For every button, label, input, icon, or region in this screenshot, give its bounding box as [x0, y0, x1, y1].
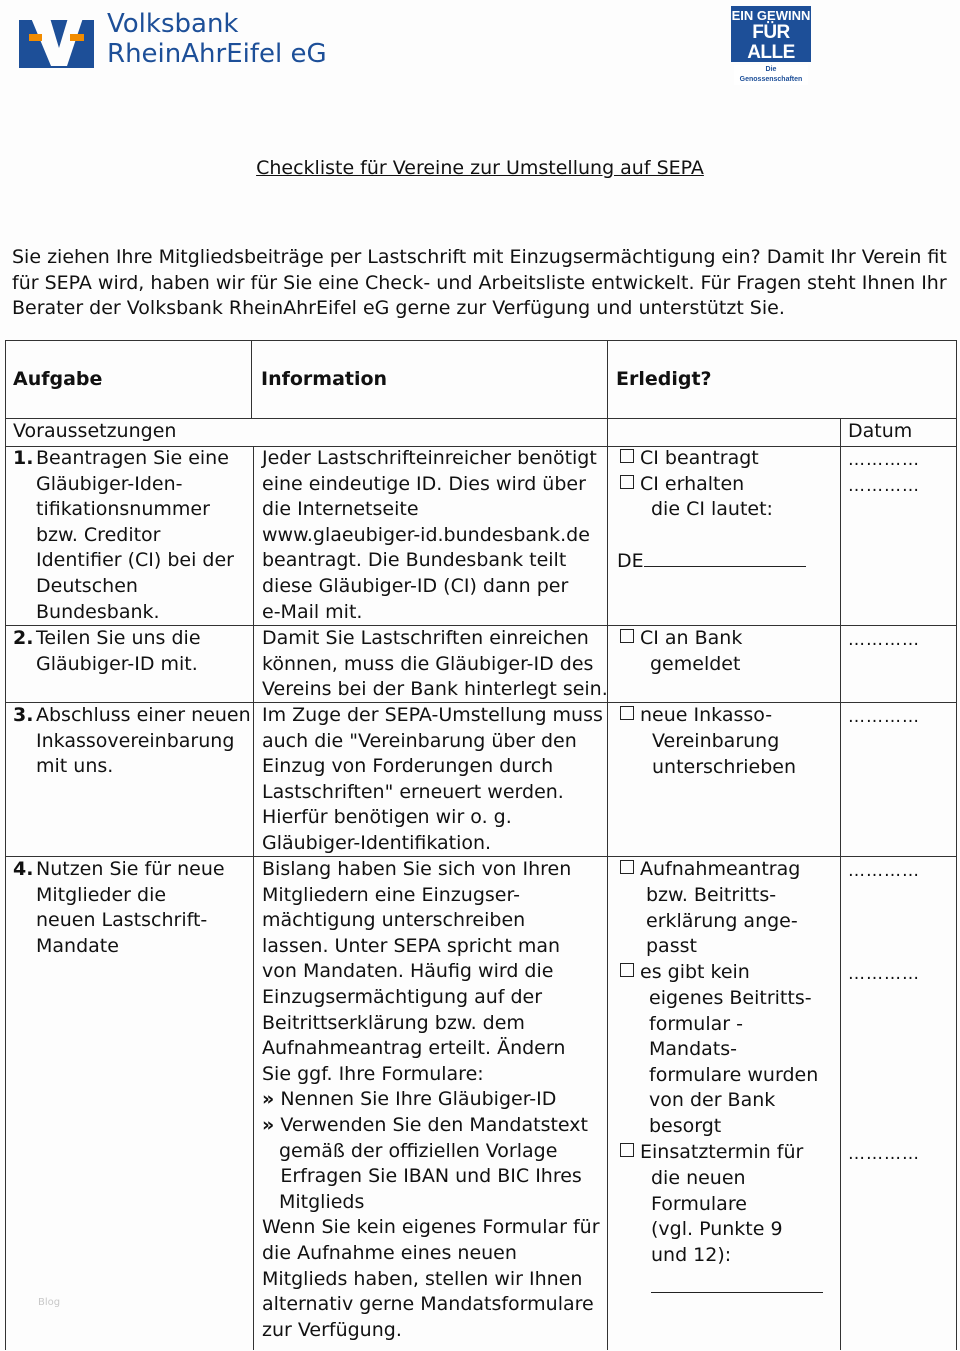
table-border [5, 340, 957, 341]
text-line: mächtigung unterschreiben [262, 909, 526, 932]
text-line: bzw. Beitritts- [646, 884, 777, 906]
task-number [13, 857, 33, 883]
text-line: Gläubiger-Iden- [36, 472, 183, 495]
check-item[interactable] [620, 703, 772, 729]
text-line: Wenn Sie kein eigenes Formular für [262, 1216, 600, 1239]
header-task: Aufgabe [13, 368, 103, 390]
task-text [36, 703, 251, 780]
text-line: eigenes Beitritts- [649, 987, 812, 1009]
task-text [36, 857, 225, 959]
text-line: eine eindeutige ID. Dies wird über [262, 472, 586, 495]
bullet-line [262, 1164, 600, 1190]
cooperative-badge [731, 6, 811, 83]
text-line: erklärung ange- [646, 909, 798, 932]
text-line: Hierfür benötigen wir o. g. [262, 806, 512, 829]
text-line: formulare wurden [649, 1063, 819, 1086]
text-line: e-Mail mit. [262, 600, 363, 623]
bullet-text: Mitglieds [279, 1190, 365, 1213]
checkbox[interactable] [620, 860, 634, 874]
page-title: Checkliste für Vereine zur Umstellung auf SEPA [256, 157, 704, 179]
text-line: Beantragen Sie eine [36, 447, 229, 469]
check-subtext: gemeldet [650, 653, 741, 675]
text-line: Gläubiger-Identifikation. [262, 831, 492, 854]
text-line: Bundesbank. [36, 600, 160, 623]
text-line: können, muss die Gläubiger-ID des [262, 652, 594, 675]
bank-name-line2: RheinAhrEifel eG [107, 39, 327, 69]
checkbox[interactable] [620, 706, 634, 720]
info-text [262, 446, 597, 625]
text-line: lassen. Unter SEPA spricht man [262, 934, 561, 957]
badge-line3: Die Genossenschaften [734, 65, 808, 85]
text-line: zur Verfügung. [262, 1318, 402, 1341]
section-title: Voraussetzungen [13, 420, 177, 442]
text-line: Abschluss einer neuen [36, 704, 251, 726]
bullet-line [262, 1087, 600, 1113]
check-label: Einsatztermin für [640, 1141, 804, 1163]
text-line: www.glaeubiger-id.bundesbank.de [262, 523, 590, 546]
checkbox[interactable] [620, 629, 634, 643]
checkbox[interactable] [620, 449, 634, 463]
checklist-table [5, 340, 957, 1350]
intro-line: Sie ziehen Ihre Mitgliedsbeiträge per Lastschrift mit Einzugsermächtigung ein? Damit Ihr Verein fit [12, 246, 947, 268]
task-text [36, 626, 201, 677]
badge-line2: FÜR ALLE [747, 22, 795, 63]
date-placeholder[interactable]: ………… [848, 450, 920, 470]
text-line: die Internetseite [262, 498, 419, 521]
bank-logo-icon [23, 18, 90, 66]
check-label: es gibt kein [640, 961, 750, 983]
text-line: mit uns. [36, 755, 114, 778]
text-line: diese Gläubiger-ID (CI) dann per [262, 574, 569, 597]
text-line: Sie ggf. Ihre Formulare: [262, 1062, 484, 1085]
table-border [253, 446, 254, 1350]
text-line: besorgt [649, 1114, 722, 1137]
text-line: auch die "Vereinbarung über den [262, 729, 577, 752]
info-text [262, 857, 600, 1343]
ci-prefix: DE [617, 550, 644, 572]
bullet-text: Erfragen Sie IBAN und BIC Ihres [280, 1165, 582, 1188]
ci-field[interactable] [617, 548, 806, 575]
date-placeholder[interactable]: ………… [848, 964, 920, 984]
task-number [13, 446, 33, 472]
check-item[interactable] [620, 960, 750, 986]
text-line: Aufnahmeantrag erteilt. Ändern [262, 1037, 566, 1060]
check-subtext [652, 729, 796, 780]
check-item[interactable] [620, 626, 742, 652]
bank-name-line1: Volksbank [107, 9, 239, 39]
date-placeholder[interactable]: ………… [848, 861, 920, 881]
text-line: Deutschen [36, 574, 138, 597]
table-border [840, 418, 841, 1350]
info-text [262, 703, 603, 857]
text-line: Identifier (CI) bei der [36, 549, 234, 572]
date-placeholder[interactable]: ………… [848, 476, 920, 496]
date-placeholder[interactable]: ………… [848, 630, 920, 650]
watermark: Blog [38, 1297, 61, 1308]
check-subtext [649, 986, 818, 1140]
text-line: Einzug von Forderungen durch [262, 755, 554, 778]
task-number [13, 626, 33, 652]
date-placeholder[interactable]: ………… [848, 1144, 920, 1164]
check-subtext: die CI lautet: [651, 498, 773, 520]
check-subtext [651, 1166, 783, 1268]
header-done: Erledigt? [616, 368, 712, 390]
ci-blank-line[interactable] [644, 548, 806, 567]
text-line: Bislang haben Sie sich von Ihren [262, 858, 572, 880]
text-line: Nutzen Sie für neue [36, 858, 225, 880]
bullet-text: Nennen Sie Ihre Gläubiger-ID [280, 1088, 557, 1111]
text-line: Vereins bei der Bank hinterlegt sein. [262, 678, 608, 701]
intro-line: Berater der Volksbank RheinAhrEifel eG gerne zur Verfügung und unterstützt Sie. [12, 297, 785, 319]
text-line: Formulare [651, 1192, 747, 1215]
date-blank-line[interactable] [651, 1268, 823, 1293]
text-line: Lastschriften" erneuert werden. [262, 780, 564, 803]
text-line: Mandate [36, 934, 119, 957]
text-line: Einzugsermächtigung auf der [262, 985, 543, 1008]
text-line: Mitglieds haben, stellen wir Ihnen [262, 1267, 583, 1290]
bullet-line [262, 1113, 600, 1139]
checkbox[interactable] [620, 475, 634, 489]
check-subtext [646, 883, 798, 960]
text-line: die neuen [651, 1167, 746, 1189]
row-number: 2. [13, 627, 34, 649]
intro-line: für SEPA wird, haben wir für Sie eine Check- und Arbeitsliste entwickelt. Für Fragen steht Ihnen Ihr [12, 271, 947, 294]
check-label: CI erhalten [640, 473, 745, 495]
text-line: unterschrieben [652, 755, 796, 778]
text-line: neuen Lastschrift- [36, 909, 208, 932]
text-line: die Aufnahme eines neuen [262, 1241, 517, 1264]
task-number [13, 703, 33, 729]
bullet-text: Verwenden Sie den Mandatstext [280, 1113, 588, 1136]
bullet-marker: » [262, 1113, 275, 1136]
header-info: Information [261, 368, 388, 390]
text-line: und 12): [651, 1243, 732, 1266]
check-label: Aufnahmeantrag [640, 858, 801, 880]
text-line: Inkassovereinbarung [36, 729, 235, 752]
table-border [607, 340, 608, 1350]
table-border [251, 340, 252, 418]
checkbox[interactable] [620, 963, 634, 977]
text-line: Vereinbarung [652, 730, 780, 752]
header-date: Datum [848, 420, 913, 442]
text-line: von Mandaten. Häufig wird die [262, 960, 554, 983]
check-label: CI an Bank [640, 627, 743, 649]
intro-paragraph [12, 245, 947, 322]
text-line: Jeder Lastschrifteinreicher benötigt [262, 447, 597, 469]
badge-line1: EIN GEWINN [731, 8, 811, 23]
check-label: CI beantragt [640, 447, 759, 469]
text-line: formular - [649, 1012, 743, 1035]
text-line: passt [646, 935, 697, 958]
row-number: 4. [13, 858, 34, 880]
bank-name [107, 9, 327, 69]
text-line: Mitglieder die [36, 883, 167, 906]
table-border [956, 340, 957, 1350]
text-line: Damit Sie Lastschriften einreichen [262, 627, 589, 649]
table-border [5, 340, 6, 1350]
text-line: von der Bank [649, 1089, 776, 1112]
text-line: beantragt. Die Bundesbank teilt [262, 549, 567, 572]
check-item[interactable] [620, 472, 744, 498]
text-line: Mitgliedern eine Einzugser- [262, 883, 520, 906]
text-line: Mandats- [649, 1038, 737, 1061]
bullet-marker: » [262, 1088, 275, 1111]
text-line: tifikationsnummer [36, 498, 210, 521]
row-number: 1. [13, 447, 34, 469]
text-line: (vgl. Punkte 9 [651, 1218, 783, 1241]
bullet-text: gemäß der offiziellen Vorlage [279, 1139, 558, 1162]
text-line: Teilen Sie uns die [36, 627, 201, 649]
text-line: bzw. Creditor [36, 523, 161, 546]
info-text [262, 626, 608, 703]
text-line: Gläubiger-ID mit. [36, 652, 198, 675]
check-item[interactable] [620, 857, 800, 883]
checkbox[interactable] [620, 1143, 634, 1157]
date-placeholder[interactable]: ………… [848, 707, 920, 727]
text-line: alternativ gerne Mandatsformulare [262, 1293, 594, 1316]
check-label: neue Inkasso- [640, 704, 773, 726]
check-item[interactable] [620, 446, 759, 472]
check-item[interactable] [620, 1140, 803, 1166]
text-line: Beitrittserklärung bzw. dem [262, 1011, 525, 1034]
task-text [36, 446, 234, 625]
row-number: 3. [13, 704, 34, 726]
text-line: Im Zuge der SEPA-Umstellung muss [262, 704, 603, 726]
